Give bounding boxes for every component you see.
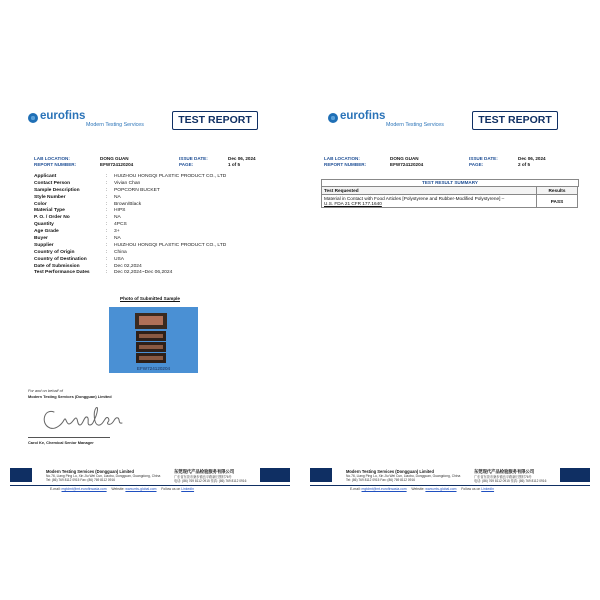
detail-value: USA [114, 256, 125, 262]
detail-value: NA [114, 236, 121, 242]
footer-cn-address: 广东省东莞市寮步镇良平路新旧围村76号 [174, 475, 232, 479]
detail-value: Brown/Black [114, 201, 142, 207]
footer-tel: Tel: (86) 769 8112 0915 Fax: (86) 769 8112 0916 [46, 478, 115, 482]
footer-address: No.76, Liang Ping Lu, Xin Jiu Wei Cun, Liaobu, Dongguan, Guangdong, China [46, 474, 161, 478]
eurofins-logo [328, 110, 468, 130]
detail-row [34, 181, 274, 188]
website-label: Website: [411, 487, 425, 491]
detail-label: Country of Destination [34, 256, 87, 262]
signature-line [28, 437, 110, 438]
sample-photo [109, 307, 198, 373]
detail-label: Test Performance Dates [34, 270, 90, 276]
detail-value: 3+ [114, 229, 120, 235]
detail-label: Date of Submission [34, 263, 80, 269]
detail-row [34, 250, 274, 257]
footer-tel: Tel: (86) 769 8112 0915 Fax: (86) 769 8112 0916 [346, 478, 415, 482]
detail-colon: : [106, 256, 108, 262]
page-number-value: 2 of 5 [518, 162, 530, 167]
result-cell: PASS [537, 195, 578, 208]
footer [310, 468, 590, 482]
col-test-requested: Test Requested [322, 187, 537, 195]
logo-subtitle: Modern Testing Services [386, 122, 444, 128]
detail-label: Quantity [34, 222, 54, 228]
email-label: E-mail: [350, 487, 361, 491]
follow-label: Follow us on [161, 487, 181, 491]
detail-value: POPCORN BUCKET [114, 187, 160, 193]
linkedin-link[interactable]: LinkedIn [181, 487, 195, 491]
detail-colon: : [106, 270, 108, 276]
on-behalf-line: For and on behalf of [28, 388, 63, 393]
detail-label: Age Grade [34, 229, 59, 235]
detail-row [34, 236, 274, 243]
footer-cn-tel: 电话: (86) 769 8112 0915 传真: (86) 769 8112 0916 [474, 479, 547, 483]
test-result-summary-title: TEST RESULT SUMMARY [321, 179, 579, 187]
lab-location-value: DONG GUAN [100, 156, 129, 161]
sample-details-list [34, 174, 274, 277]
detail-row [34, 195, 274, 202]
detail-row [34, 174, 274, 181]
detail-colon: : [106, 215, 108, 221]
test-result-summary-table [321, 186, 578, 208]
website-link[interactable]: www.mts-global.com [425, 487, 457, 491]
lab-location-label: LAB LOCATION: [324, 156, 360, 161]
footer-cn-name: 东莞现代产品检验服务有限公司 [474, 469, 535, 474]
footer-bar-left [310, 468, 332, 482]
test-requested-cell [322, 195, 537, 208]
photo-title: Photo of Submitted Sample [120, 296, 180, 301]
footer-links [350, 487, 494, 491]
detail-row [34, 215, 274, 222]
website-label: Website: [111, 487, 125, 491]
detail-value: 4PCS [114, 222, 127, 228]
col-results: Results [537, 187, 578, 195]
detail-label: Supplier [34, 242, 54, 248]
on-behalf-company: Modern Testing Services (Dongguan) Limited [28, 394, 112, 399]
signature [36, 398, 132, 438]
footer-cn-name: 东莞现代产品检验服务有限公司 [174, 469, 235, 474]
detail-label: Country of Origin [34, 249, 75, 255]
detail-value: HUIZHOU HONGQI PLASTIC PRODUCT CO., LTD [114, 174, 227, 179]
footer [10, 468, 290, 482]
popcorn-bucket-image [135, 313, 167, 363]
detail-row [34, 208, 274, 215]
detail-colon: : [106, 236, 108, 242]
detail-row [34, 188, 274, 195]
detail-label: Sample Description [34, 187, 80, 193]
issue-date-value: Dec 06, 2024 [518, 156, 546, 161]
logo-word: eurofins [40, 110, 86, 122]
website-link[interactable]: www.mts-global.com [125, 487, 157, 491]
detail-value: HIPS [114, 208, 126, 214]
detail-row [34, 222, 274, 229]
footer-bar-right [260, 468, 290, 482]
detail-colon: : [106, 222, 108, 228]
detail-value: China [114, 249, 127, 255]
detail-colon: : [106, 201, 108, 207]
issue-date-value: Dec 06, 2024 [228, 156, 256, 161]
detail-colon: : [106, 187, 108, 193]
issue-date-label: ISSUE DATE: [179, 156, 208, 161]
detail-row [34, 270, 274, 277]
logo-word: eurofins [340, 110, 386, 122]
detail-value: Dec 02,2024 [114, 263, 142, 269]
footer-address: No.76, Liang Ping Lu, Xin Jiu Wei Cun, Liaobu, Dongguan, Guangdong, China [346, 474, 461, 478]
page-label: PAGE: [179, 162, 194, 167]
footer-company: Modern Testing Services (Dongguan) Limited [346, 469, 434, 474]
report-number-label: REPORT NUMBER: [34, 162, 77, 167]
linkedin-link[interactable]: LinkedIn [481, 487, 495, 491]
detail-row [34, 202, 274, 209]
follow-label: Follow us on [461, 487, 481, 491]
footer-cn-tel: 电话: (86) 769 8112 0915 传真: (86) 769 8112 0916 [174, 479, 247, 483]
detail-colon: : [106, 194, 108, 200]
eurofins-logo-icon [28, 113, 38, 123]
footer-bar-left [10, 468, 32, 482]
detail-value: NA [114, 194, 121, 200]
detail-colon: : [106, 208, 108, 214]
email-link[interactable]: mgtdmt@mt.eurofinsasia.com [361, 487, 407, 491]
lab-info-header [34, 156, 274, 168]
detail-label: Buyer [34, 236, 48, 242]
detail-row [34, 243, 274, 250]
photo-caption: EFW724120204 [136, 366, 171, 371]
footer-cn-address: 广东省东莞市寮步镇良平路新旧围村76号 [474, 475, 532, 479]
detail-colon: : [106, 242, 108, 248]
report-number-label: REPORT NUMBER: [324, 162, 367, 167]
detail-row [34, 229, 274, 236]
email-link[interactable]: mgtdmt@mt.eurofinsasia.com [61, 487, 107, 491]
report-page-2 [300, 0, 600, 600]
detail-colon: : [106, 263, 108, 269]
logo-subtitle: Modern Testing Services [86, 122, 144, 128]
detail-value: HUIZHOU HONGQI PLASTIC PRODUCT CO., LTD [114, 242, 227, 248]
detail-value: Vivian Chan [114, 180, 141, 186]
footer-rule [310, 485, 590, 486]
signer-name: Carol Ke, Chemical Senior Manager [28, 440, 94, 445]
detail-label: Contact Person [34, 180, 71, 186]
lab-location-label: LAB LOCATION: [34, 156, 70, 161]
report-number-value: EFW724120204 [390, 162, 424, 167]
detail-label: Style Number [34, 194, 66, 200]
detail-label: Applicant [34, 174, 57, 179]
lab-info-header [324, 156, 564, 168]
detail-label: Color [34, 201, 47, 207]
footer-bar-right [560, 468, 590, 482]
test-reference: U.S. FDA 21 CFR 177.1640 [324, 201, 382, 206]
report-number-value: EFW724120204 [100, 162, 134, 167]
email-label: E-mail: [50, 487, 61, 491]
detail-colon: : [106, 180, 108, 186]
detail-row [34, 257, 274, 264]
detail-label: Material Type [34, 208, 65, 214]
detail-colon: : [106, 229, 108, 235]
detail-value: Dec 02,2024~Dec 06,2024 [114, 270, 173, 276]
detail-colon: : [106, 174, 108, 179]
page-label: PAGE: [469, 162, 484, 167]
footer-company: Modern Testing Services (Dongguan) Limited [46, 469, 134, 474]
footer-links [50, 487, 194, 491]
detail-value: NA [114, 215, 121, 221]
detail-label: P. O. / Order No [34, 215, 70, 221]
issue-date-label: ISSUE DATE: [469, 156, 498, 161]
lab-location-value: DONG GUAN [390, 156, 419, 161]
table-row [322, 195, 578, 208]
detail-colon: : [106, 249, 108, 255]
eurofins-logo [28, 110, 168, 130]
page-number-value: 1 of 5 [228, 162, 240, 167]
test-report-title: TEST REPORT [472, 111, 558, 130]
test-description: Material in Contact with Food Articles [Polystyrene and Rubber-Modified Polystyrene] – [324, 196, 505, 201]
eurofins-logo-icon [328, 113, 338, 123]
footer-rule [10, 485, 290, 486]
test-report-title: TEST REPORT [172, 111, 258, 130]
